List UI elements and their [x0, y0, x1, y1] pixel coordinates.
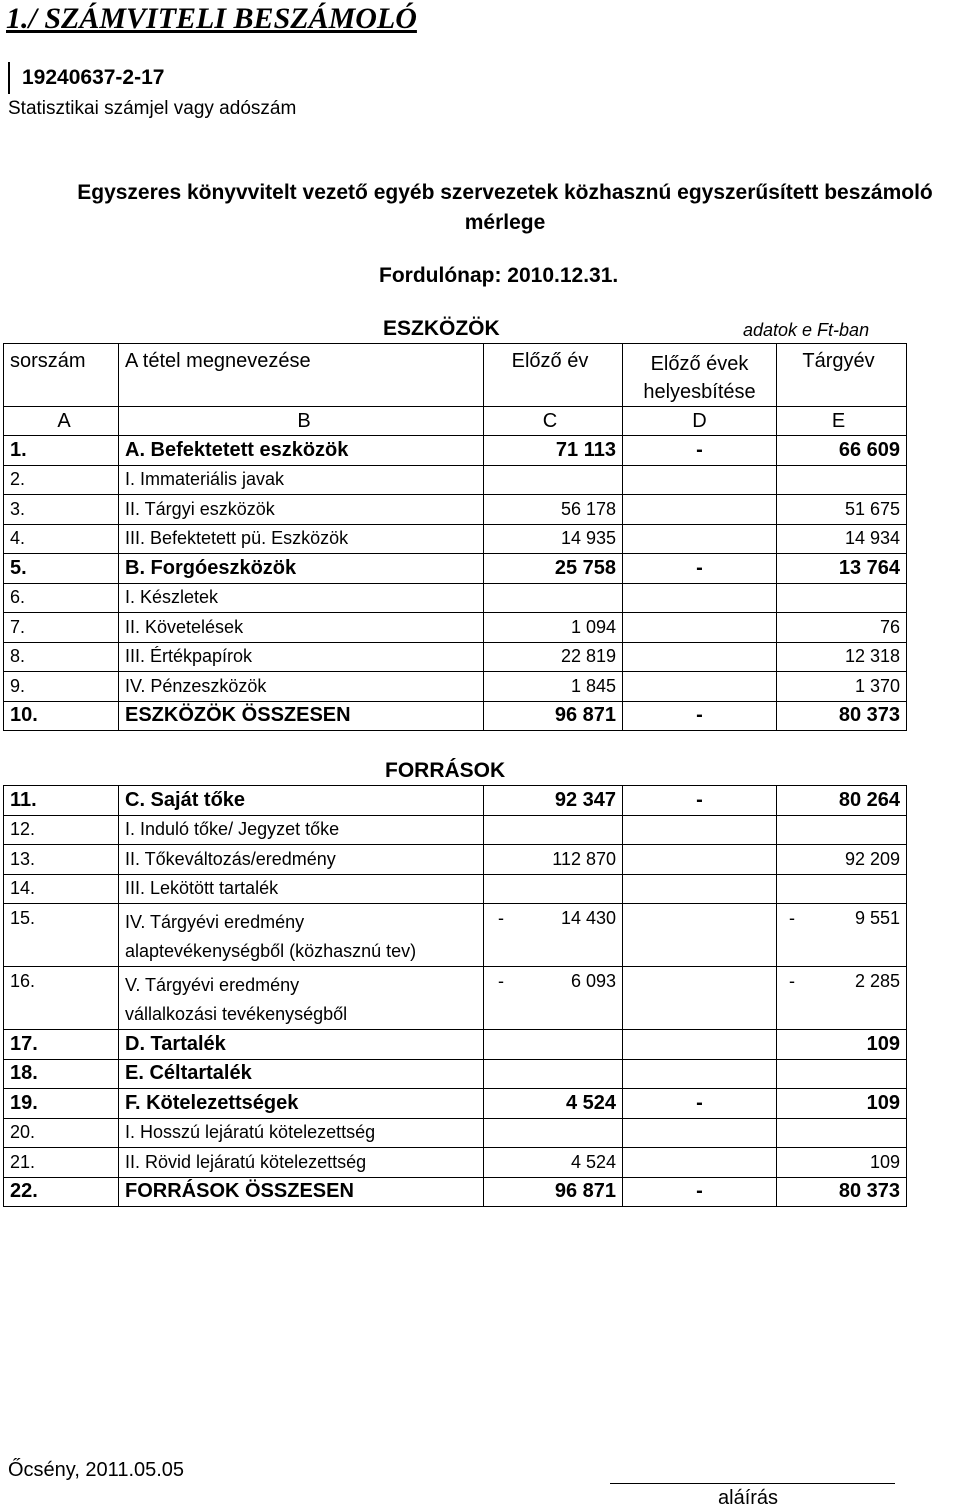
source-row-prev-value: 96 871 [554, 1180, 616, 1203]
source-row-name-line1: E. Céltartalék [125, 1062, 252, 1085]
source-row-number: 16. [4, 967, 119, 1030]
asset-row-number: 8. [4, 642, 119, 672]
source-row-curr-sign: - [789, 908, 795, 928]
source-row-prev-year [484, 874, 623, 904]
letter-d: D [623, 407, 777, 436]
source-row-curr-value: 80 264 [838, 788, 900, 811]
source-row-prev-value: 112 870 [552, 848, 616, 869]
asset-row-current-year: 66 609 [777, 436, 907, 466]
source-row [4, 904, 907, 967]
place-date: Őcsény, 2011.05.05 [8, 1459, 185, 1481]
asset-row-prev-year: 1 845 [484, 672, 623, 702]
asset-row-prev-year: 14 935 [484, 524, 623, 554]
source-row-curr-wrap [777, 1152, 900, 1173]
source-row-curr-wrap [777, 1180, 900, 1203]
asset-row-correction [623, 672, 777, 702]
source-row-number: 11. [4, 786, 119, 816]
source-row-name-line1: C. Saját tőke [125, 788, 246, 811]
source-row-current-year [777, 1118, 907, 1148]
sources-heading: FORRÁSOK [385, 759, 506, 782]
source-row-name-line1: I. Induló tőke/ Jegyzet tőke [125, 819, 340, 840]
asset-row-name: IV. Pénzeszközök [119, 672, 484, 702]
asset-row-correction [623, 642, 777, 672]
asset-row-prev-year: 25 758 [484, 554, 623, 584]
source-row-curr-wrap [777, 1092, 900, 1115]
source-row-curr-value: 109 [866, 1032, 900, 1055]
asset-row-current-year [777, 583, 907, 613]
asset-row-name: II. Tárgyi eszközök [119, 495, 484, 525]
source-row-prev-sign: - [498, 908, 504, 928]
source-row-current-year [777, 967, 907, 1030]
source-row-name [119, 786, 484, 816]
source-row-curr-sign: - [789, 971, 795, 991]
asset-row-correction: - [623, 554, 777, 584]
source-row-correction: - [623, 786, 777, 816]
source-row-correction [623, 815, 777, 845]
header-sorszam: sorszám [4, 344, 119, 407]
source-row-curr-sign [777, 789, 789, 812]
source-row-name-line2: alaptevékenységből (közhasznú tev) [125, 941, 417, 961]
asset-row-number: 4. [4, 524, 119, 554]
source-row-number: 22. [4, 1177, 119, 1207]
sources-table [3, 785, 907, 1207]
header-corrections-line1: Előző évek [650, 353, 749, 375]
letter-b: B [119, 407, 484, 436]
source-row-name [119, 874, 484, 904]
source-row-curr-sign [777, 1092, 789, 1115]
header-prev-year: Előző év [484, 344, 623, 407]
letter-a: A [4, 407, 119, 436]
asset-row-number: 1. [4, 436, 119, 466]
source-row [4, 1177, 907, 1207]
tax-id-number: 19240637-2-17 [22, 66, 165, 89]
turnover-date: Fordulónap: 2010.12.31. [379, 264, 619, 287]
source-row-curr-sign [777, 849, 789, 870]
asset-row-name: I. Immateriális javak [119, 465, 484, 495]
asset-row-correction [623, 583, 777, 613]
source-row-prev-wrap [484, 1152, 616, 1173]
source-row-number: 20. [4, 1118, 119, 1148]
source-row-name-line1: IV. Tárgyévi eredmény [125, 912, 305, 932]
source-row-current-year [777, 815, 907, 845]
source-row-current-year [777, 1059, 907, 1089]
asset-row-current-year: 14 934 [777, 524, 907, 554]
source-row [4, 1118, 907, 1148]
source-row-prev-year [484, 904, 623, 967]
page-title: 1./ SZÁMVITELI BESZÁMOLÓ [6, 2, 417, 35]
source-row-current-year [777, 904, 907, 967]
asset-row-name: III. Befektetett pü. Eszközök [119, 524, 484, 554]
source-row-name [119, 1177, 484, 1207]
asset-row-correction [623, 613, 777, 643]
source-row-curr-wrap [777, 971, 900, 992]
source-row-current-year [777, 1089, 907, 1119]
source-row [4, 1089, 907, 1119]
asset-row-correction [623, 465, 777, 495]
source-row-current-year [777, 1177, 907, 1207]
source-row-correction [623, 1148, 777, 1178]
asset-row-number: 10. [4, 701, 119, 731]
source-row-name [119, 904, 484, 967]
report-heading [0, 178, 960, 238]
asset-row-correction [623, 524, 777, 554]
source-row-number: 21. [4, 1148, 119, 1178]
id-box [8, 62, 18, 94]
source-row-name [119, 1089, 484, 1119]
source-row [4, 845, 907, 875]
assets-heading: ESZKÖZÖK [383, 317, 500, 340]
source-row-curr-value: 2 285 [854, 971, 900, 991]
signature-line [610, 1483, 895, 1484]
asset-row-current-year: 51 675 [777, 495, 907, 525]
asset-row-prev-year: 96 871 [484, 701, 623, 731]
source-row [4, 1059, 907, 1089]
source-row-number: 18. [4, 1059, 119, 1089]
source-row-prev-year [484, 845, 623, 875]
source-row-prev-sign [484, 1152, 498, 1173]
source-row-prev-wrap [484, 971, 616, 992]
header-current-year: Tárgyév [777, 344, 907, 407]
asset-row [4, 613, 907, 643]
asset-row-current-year: 12 318 [777, 642, 907, 672]
source-row-name [119, 815, 484, 845]
report-heading-line2: mérlege [464, 211, 546, 234]
letter-e: E [777, 407, 907, 436]
header-row [4, 344, 907, 407]
source-row-name-line1: V. Tárgyévi eredmény [125, 975, 300, 995]
source-row-prev-wrap [484, 1180, 616, 1203]
asset-row-current-year: 80 373 [777, 701, 907, 731]
source-row-curr-value: 109 [869, 1151, 900, 1172]
source-row-prev-year [484, 1177, 623, 1207]
asset-row-correction: - [623, 701, 777, 731]
source-row-curr-wrap [777, 1033, 900, 1056]
source-row-name [119, 1118, 484, 1148]
source-row-name-line1: III. Lekötött tartalék [125, 878, 279, 899]
asset-row [4, 524, 907, 554]
source-row-prev-value: 6 093 [570, 971, 616, 991]
asset-row-number: 6. [4, 583, 119, 613]
source-row-name [119, 1030, 484, 1060]
report-heading-line1: Egyszeres könyvvitelt vezető egyéb szervezetek közhasznú egyszerűsített beszámoló [77, 181, 933, 204]
asset-row-current-year [777, 465, 907, 495]
source-row-correction: - [623, 1089, 777, 1119]
source-row-name-line1: I. Hosszú lejáratú kötelezettség [125, 1122, 376, 1143]
source-row-name-line1: D. Tartalék [125, 1032, 226, 1055]
source-row-correction [623, 874, 777, 904]
source-row-prev-sign [484, 1180, 498, 1203]
source-row-curr-sign [777, 1033, 789, 1056]
source-row-name-line1: II. Rövid lejáratú kötelezettség [125, 1151, 367, 1172]
source-row [4, 786, 907, 816]
source-row-curr-wrap [777, 908, 900, 929]
source-row-prev-year [484, 1059, 623, 1089]
asset-row-number: 3. [4, 495, 119, 525]
source-row-prev-value: 4 524 [565, 1091, 616, 1114]
source-row-curr-wrap [777, 789, 900, 812]
asset-row-correction [623, 495, 777, 525]
asset-row [4, 701, 907, 731]
source-row [4, 815, 907, 845]
source-row-number: 14. [4, 874, 119, 904]
asset-row-name: I. Készletek [119, 583, 484, 613]
header-item-name: A tétel megnevezése [119, 344, 484, 407]
asset-row-name: II. Követelések [119, 613, 484, 643]
asset-row-prev-year: 56 178 [484, 495, 623, 525]
units-note: adatok e Ft-ban [743, 320, 870, 340]
source-row-curr-value: 80 373 [838, 1180, 900, 1203]
sources-body [4, 786, 907, 1207]
source-row-correction [623, 1059, 777, 1089]
asset-row [4, 672, 907, 702]
asset-row-prev-year [484, 465, 623, 495]
asset-row-number: 2. [4, 465, 119, 495]
source-row [4, 1148, 907, 1178]
asset-row-current-year: 76 [777, 613, 907, 643]
asset-row-name: A. Befektetett eszközök [119, 436, 484, 466]
source-row-current-year [777, 1030, 907, 1060]
source-row-name [119, 1148, 484, 1178]
source-row-number: 15. [4, 904, 119, 967]
source-row-prev-sign [484, 1092, 498, 1115]
source-row-number: 13. [4, 845, 119, 875]
source-row-prev-year [484, 1089, 623, 1119]
source-row-curr-value: 92 209 [844, 848, 900, 869]
asset-row-prev-year: 22 819 [484, 642, 623, 672]
source-row-name-line2: vállalkozási tevékenységből [125, 1004, 348, 1024]
source-row-correction [623, 845, 777, 875]
signature-label: aláírás [718, 1487, 779, 1509]
source-row-name [119, 967, 484, 1030]
source-row-correction [623, 1030, 777, 1060]
source-row-prev-value: 4 524 [570, 1151, 616, 1172]
source-row-curr-value: 9 551 [854, 908, 900, 928]
asset-row-prev-year [484, 583, 623, 613]
asset-row-correction: - [623, 436, 777, 466]
source-row-prev-year [484, 1030, 623, 1060]
source-row-correction [623, 967, 777, 1030]
assets-table [3, 343, 907, 731]
source-row-prev-wrap [484, 789, 616, 812]
source-row-correction: - [623, 1177, 777, 1207]
source-row-prev-sign [484, 849, 498, 870]
asset-row-name: B. Forgóeszközök [119, 554, 484, 584]
asset-row-number: 5. [4, 554, 119, 584]
source-row-name [119, 845, 484, 875]
source-row-name-line1: II. Tőkeváltozás/eredmény [125, 848, 336, 869]
source-row-current-year [777, 845, 907, 875]
source-row-current-year [777, 786, 907, 816]
source-row-curr-value: 109 [866, 1091, 900, 1114]
source-row-name [119, 1059, 484, 1089]
source-row-prev-wrap [484, 849, 616, 870]
asset-row [4, 642, 907, 672]
source-row-correction [623, 904, 777, 967]
tax-id-label: Statisztikai számjel vagy adószám [8, 98, 297, 119]
source-row-prev-value: 14 430 [560, 908, 616, 928]
asset-row-current-year: 1 370 [777, 672, 907, 702]
asset-row [4, 495, 907, 525]
assets-body [4, 436, 907, 731]
source-row [4, 967, 907, 1030]
source-row-prev-year [484, 786, 623, 816]
source-row-prev-year [484, 967, 623, 1030]
source-row-number: 19. [4, 1089, 119, 1119]
source-row-number: 12. [4, 815, 119, 845]
source-row-name-line1: FORRÁSOK ÖSSZESEN [125, 1180, 354, 1203]
header-corrections [623, 344, 777, 407]
source-row [4, 874, 907, 904]
asset-row-name: III. Értékpapírok [119, 642, 484, 672]
source-row-current-year [777, 1148, 907, 1178]
source-row-prev-year [484, 1148, 623, 1178]
source-row-prev-sign: - [498, 971, 504, 991]
source-row-prev-year [484, 1118, 623, 1148]
asset-row-number: 9. [4, 672, 119, 702]
source-row-curr-sign [777, 1180, 789, 1203]
asset-row [4, 436, 907, 466]
asset-row-number: 7. [4, 613, 119, 643]
asset-row-prev-year: 71 113 [484, 436, 623, 466]
source-row-prev-value: 92 347 [554, 788, 616, 811]
source-row-prev-wrap [484, 1092, 616, 1115]
asset-row [4, 465, 907, 495]
asset-row-prev-year: 1 094 [484, 613, 623, 643]
asset-row-name: ESZKÖZÖK ÖSSZESEN [119, 701, 484, 731]
source-row-number: 17. [4, 1030, 119, 1060]
letter-c: C [484, 407, 623, 436]
asset-row-current-year: 13 764 [777, 554, 907, 584]
source-row-curr-sign [777, 1152, 789, 1173]
letter-row [4, 407, 907, 436]
header-corrections-line2: helyesbítése [643, 381, 756, 403]
source-row-prev-year [484, 815, 623, 845]
source-row-curr-wrap [777, 849, 900, 870]
source-row-correction [623, 1118, 777, 1148]
source-row [4, 1030, 907, 1060]
source-row-name-line1: F. Kötelezettségek [125, 1091, 299, 1114]
source-row-prev-wrap [484, 908, 616, 929]
asset-row [4, 554, 907, 584]
source-row-prev-sign [484, 789, 498, 812]
source-row-current-year [777, 874, 907, 904]
asset-row [4, 583, 907, 613]
